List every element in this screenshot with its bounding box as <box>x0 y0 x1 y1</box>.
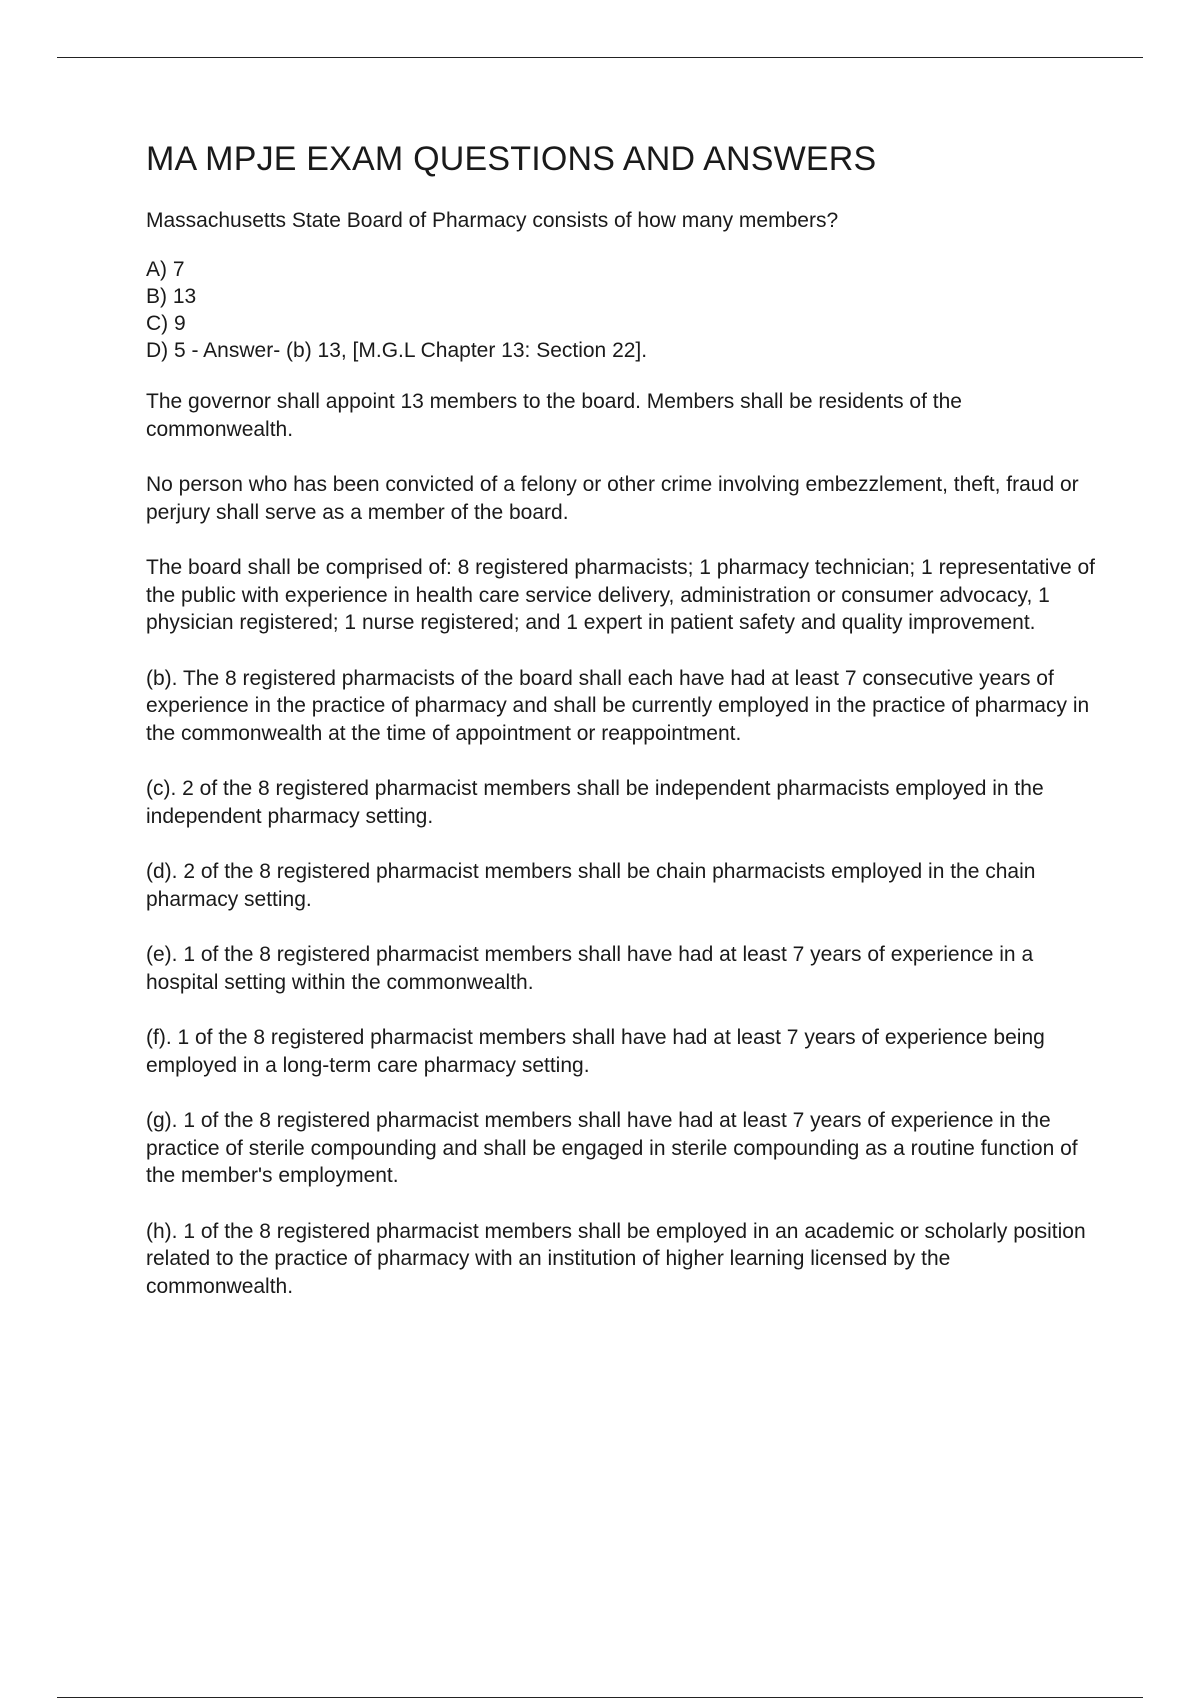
top-divider <box>57 57 1143 58</box>
paragraph-c: (c). 2 of the 8 registered pharmacist members shall be independent pharmacists employed in the independent pharmacy setting. <box>146 777 1044 828</box>
option-d-answer: D) 5 - Answer- (b) 13, [M.G.L Chapter 13: Section 22]. <box>146 339 648 362</box>
paragraph-d: (d). 2 of the 8 registered pharmacist members shall be chain pharmacists employed in the chain pharmacy setting. <box>146 860 1036 911</box>
option-a: A) 7 <box>146 258 185 281</box>
bottom-divider <box>57 1697 1143 1698</box>
paragraph-g: (g). 1 of the 8 registered pharmacist members shall have had at least 7 years of experience in the practice of sterile compounding and shall be engaged in sterile compounding as a routine function of the member's employment. <box>146 1109 1078 1187</box>
page-title: MA MPJE EXAM QUESTIONS AND ANSWERS <box>146 140 877 178</box>
document-body <box>146 140 1096 1328</box>
paragraph-composition: The board shall be comprised of: 8 registered pharmacists; 1 pharmacy technician; 1 representative of the public with experience in health care service delivery, administration or consumer advocacy, 1 physician registered; 1 nurse registered; and 1 expert in patient safety and quality improvement. <box>146 556 1095 634</box>
option-b: B) 13 <box>146 285 197 308</box>
paragraph-eligibility: No person who has been convicted of a felony or other crime involving embezzlement, theft, fraud or perjury shall serve as a member of the board. <box>146 473 1079 524</box>
paragraph-appointment: The governor shall appoint 13 members to the board. Members shall be residents of the commonwealth. <box>146 390 962 441</box>
paragraph-f: (f). 1 of the 8 registered pharmacist members shall have had at least 7 years of experience being employed in a long-term care pharmacy setting. <box>146 1026 1045 1077</box>
paragraph-b: (b). The 8 registered pharmacists of the board shall each have had at least 7 consecutive years of experience in the practice of pharmacy and shall be currently employed in the practice of pharmacy in the commonwealth at the time of appointment or reappointment. <box>146 666 1090 745</box>
paragraph-h: (h). 1 of the 8 registered pharmacist members shall be employed in an academic or scholarly position related to the practice of pharmacy with an institution of higher learning licensed by the commonwealth. <box>146 1219 1086 1298</box>
question-text: Massachusetts State Board of Pharmacy consists of how many members? <box>146 209 839 232</box>
answer-options <box>146 256 1096 364</box>
option-c: C) 9 <box>146 312 186 335</box>
paragraph-e: (e). 1 of the 8 registered pharmacist members shall have had at least 7 years of experience in a hospital setting within the commonwealth. <box>146 943 1034 994</box>
